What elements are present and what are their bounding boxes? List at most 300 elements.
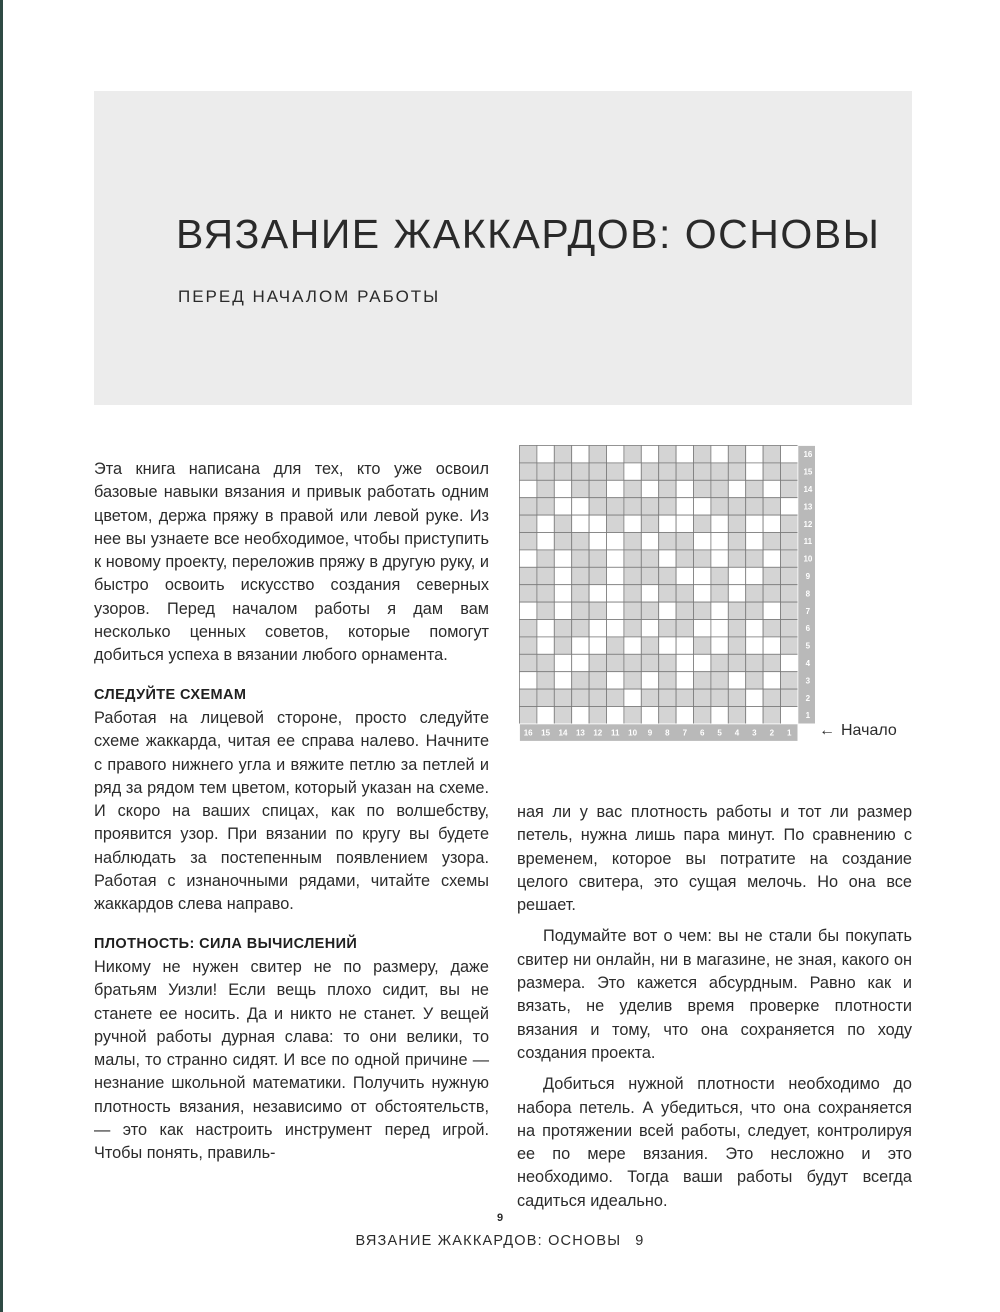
chart-cell	[520, 446, 537, 463]
chart-cell	[537, 550, 554, 567]
chart-cell	[624, 689, 641, 706]
chart-cell	[554, 637, 571, 654]
chart-cell	[589, 672, 606, 689]
chart-cell	[676, 480, 693, 497]
chart-cell	[554, 620, 571, 637]
chart-cell	[624, 620, 641, 637]
chart-cell	[554, 689, 571, 706]
chart-cell	[537, 689, 554, 706]
chart-cell	[659, 689, 676, 706]
chart-cell	[711, 672, 728, 689]
chart-cell	[694, 550, 711, 567]
chart-cell	[641, 637, 658, 654]
chart-col-label: 6	[699, 728, 705, 738]
chart-row-label: 15	[803, 467, 813, 477]
chart-cell	[728, 515, 745, 532]
chart-row-label: 13	[803, 502, 813, 512]
chart-cell	[659, 480, 676, 497]
chart-cell	[728, 637, 745, 654]
chart-cell	[728, 446, 745, 463]
right-paragraph-2: Подумайте вот о чем: вы не стали бы покупать свитер ни онлайн, ни в магазине, не зная, какого он размера. Это кажется абсурдным. Равно как и вязать, не уделив время проверке плотности вязания и тому, что она сохраняется по ходу создания проекта.	[517, 927, 912, 1062]
chart-row-label: 7	[805, 606, 811, 616]
chart-cell	[624, 602, 641, 619]
chart-cell	[659, 463, 676, 480]
chart-cell	[659, 637, 676, 654]
chart-cell	[520, 602, 537, 619]
chart-cell	[781, 620, 798, 637]
chart-cell	[676, 463, 693, 480]
chart-row-label: 1	[805, 711, 811, 721]
chart-cell	[659, 515, 676, 532]
chart-cell	[537, 707, 554, 724]
chart-cell	[554, 480, 571, 497]
chart-cell	[763, 585, 780, 602]
chart-cell	[711, 567, 728, 584]
chart-cell	[728, 533, 745, 550]
chart-cell	[589, 689, 606, 706]
chart-cell	[537, 602, 554, 619]
chart-row-label: 10	[803, 554, 813, 564]
chart-cell	[676, 620, 693, 637]
chart-cell	[607, 620, 624, 637]
chart-cell	[589, 602, 606, 619]
chart-cell	[520, 672, 537, 689]
chart-cell	[728, 707, 745, 724]
chart-cell	[520, 707, 537, 724]
chart-cell	[589, 567, 606, 584]
chart-cell	[711, 533, 728, 550]
right-paragraph-3: Добиться нужной плотности необходимо до набора петель. А убедиться, что она сохраняется на протяжении всей работы, следует, контролируя ее по мере вязания. Это несложно и это необходимо. Тогда ваши работы будут всегда садиться идеально.	[517, 1075, 912, 1210]
chart-cell	[607, 533, 624, 550]
section-heading-schemes: СЛЕДУЙТЕ СХЕМАМ	[94, 686, 247, 703]
chart-cell	[781, 515, 798, 532]
chart-cell	[624, 707, 641, 724]
chart-cell	[520, 533, 537, 550]
chart-cell	[624, 550, 641, 567]
chart-cell	[554, 585, 571, 602]
chart-cell	[763, 637, 780, 654]
chart-cell	[624, 463, 641, 480]
chart-cell	[711, 515, 728, 532]
chart-cell	[676, 689, 693, 706]
page-edge-stripe	[0, 0, 3, 1312]
chart-row-label: 16	[803, 450, 813, 460]
chart-cell	[781, 480, 798, 497]
chart-cell	[746, 654, 763, 671]
chart-cell	[659, 707, 676, 724]
chart-cell	[676, 515, 693, 532]
chart-cell	[781, 550, 798, 567]
chart-cell	[554, 533, 571, 550]
chart-cell	[728, 672, 745, 689]
chart-col-label: 5	[717, 728, 722, 738]
chart-cell	[659, 602, 676, 619]
chart-cell	[694, 620, 711, 637]
chart-cell	[781, 463, 798, 480]
chart-cell	[694, 498, 711, 515]
chart-cell	[520, 550, 537, 567]
chart-cell	[607, 446, 624, 463]
chart-cell	[711, 620, 728, 637]
chart-cell	[781, 533, 798, 550]
chart-cell	[589, 654, 606, 671]
chart-cell	[711, 689, 728, 706]
chart-cell	[624, 446, 641, 463]
chart-cell	[589, 446, 606, 463]
chart-cell	[659, 446, 676, 463]
chart-cell	[781, 707, 798, 724]
chart-cell	[641, 533, 658, 550]
chart-cell	[694, 654, 711, 671]
chart-cell	[746, 707, 763, 724]
chart-cell	[728, 585, 745, 602]
chart-cell	[746, 515, 763, 532]
chart-cell	[781, 602, 798, 619]
chart-cell	[589, 585, 606, 602]
chart-cell	[728, 602, 745, 619]
chart-col-label: 9	[647, 728, 653, 738]
chart-cell	[589, 480, 606, 497]
chart-cell	[589, 498, 606, 515]
chart-cell	[711, 463, 728, 480]
chart-cell	[572, 533, 589, 550]
chart-cell	[763, 463, 780, 480]
chart-cell	[694, 515, 711, 532]
chart-start-label	[819, 722, 897, 740]
chart-cell	[572, 689, 589, 706]
chart-cell	[659, 620, 676, 637]
chart-cell	[554, 707, 571, 724]
chart-cell	[520, 498, 537, 515]
chart-cell	[520, 689, 537, 706]
chart-cell	[728, 620, 745, 637]
chart-row-label: 11	[803, 537, 813, 547]
chart-cell	[607, 602, 624, 619]
jacquard-chart	[519, 445, 815, 748]
chart-cell	[641, 480, 658, 497]
chart-cell	[694, 637, 711, 654]
chart-cell	[711, 602, 728, 619]
chart-cell	[624, 480, 641, 497]
chart-col-label: 10	[628, 728, 638, 738]
chart-cell	[589, 463, 606, 480]
chart-cell	[537, 533, 554, 550]
chart-cell	[746, 498, 763, 515]
chart-col-label: 4	[734, 728, 740, 738]
chart-cell	[728, 480, 745, 497]
chart-cell	[607, 637, 624, 654]
chart-cell	[711, 585, 728, 602]
chart-cell	[641, 672, 658, 689]
chart-cell	[537, 620, 554, 637]
chart-cell	[641, 654, 658, 671]
chart-cell	[694, 533, 711, 550]
chart-cell	[694, 672, 711, 689]
chart-cell	[711, 637, 728, 654]
chart-cell	[641, 585, 658, 602]
running-title: ВЯЗАНИЕ ЖАККАРДОВ: ОСНОВЫ	[355, 1233, 622, 1249]
chart-cell	[676, 637, 693, 654]
chart-cell	[520, 463, 537, 480]
chart-cell	[746, 585, 763, 602]
jacquard-chart-svg	[519, 445, 815, 743]
chart-cell	[624, 654, 641, 671]
chart-cell	[781, 654, 798, 671]
chart-col-label: 7	[682, 728, 688, 738]
chart-row-label: 4	[805, 659, 811, 668]
running-footer	[0, 1233, 1000, 1249]
chart-row-label: 9	[805, 572, 811, 581]
chart-cell	[607, 463, 624, 480]
chart-cell	[659, 498, 676, 515]
chart-cell	[728, 463, 745, 480]
chart-cell	[694, 480, 711, 497]
chart-cell	[624, 515, 641, 532]
chart-cell	[694, 602, 711, 619]
chart-col-label: 16	[523, 728, 533, 738]
chart-cell	[520, 585, 537, 602]
chart-cell	[711, 498, 728, 515]
chart-cell	[659, 567, 676, 584]
chart-cell	[746, 463, 763, 480]
chart-cell	[763, 480, 780, 497]
chart-cell	[763, 689, 780, 706]
chart-col-label: 2	[769, 728, 775, 738]
chart-cell	[746, 567, 763, 584]
chart-cell	[554, 602, 571, 619]
chart-cell	[537, 585, 554, 602]
chart-cell	[520, 654, 537, 671]
chart-start-text: Начало	[841, 722, 897, 739]
chart-cell	[746, 637, 763, 654]
chart-cell	[694, 463, 711, 480]
chart-cell	[746, 689, 763, 706]
chart-cell	[624, 637, 641, 654]
chart-cell	[781, 672, 798, 689]
chart-cell	[676, 446, 693, 463]
chart-cell	[659, 654, 676, 671]
chart-cell	[676, 567, 693, 584]
chart-cell	[746, 550, 763, 567]
chart-cell	[763, 567, 780, 584]
chart-cell	[781, 637, 798, 654]
chart-cell	[624, 585, 641, 602]
chart-cell	[781, 689, 798, 706]
chart-cell	[659, 533, 676, 550]
chart-cell	[763, 602, 780, 619]
chart-cell	[572, 654, 589, 671]
chart-cell	[781, 498, 798, 515]
chart-cell	[728, 550, 745, 567]
chapter-subtitle: ПЕРЕД НАЧАЛОМ РАБОТЫ	[178, 287, 441, 306]
chart-cell	[641, 689, 658, 706]
chapter-header	[94, 91, 912, 405]
chart-cell	[641, 707, 658, 724]
chart-cell	[572, 446, 589, 463]
chart-cell	[694, 689, 711, 706]
page-folio: 9	[496, 1212, 504, 1224]
chart-cell	[572, 463, 589, 480]
chart-cell	[641, 515, 658, 532]
chart-row-label: 14	[803, 485, 813, 494]
chart-cell	[607, 654, 624, 671]
chart-cell	[537, 637, 554, 654]
chart-cell	[763, 498, 780, 515]
chart-cell	[572, 707, 589, 724]
chart-row-label: 5	[805, 641, 811, 651]
section-text-schemes: Работая на лицевой стороне, просто следуйте схеме жаккарда, читая ее справа налево. Начните с правого нижнего угла и вяжите петлю за петлей и ряд за рядом тем цветом, который указан на схеме. И скоро на ваших спицах, как по волшебству, проявится узор. При вязании по кругу вы будете наблюдать за постепенным появлением узора. Работая с изнаночными рядами, читайте схемы жаккардов слева направо.	[94, 708, 489, 914]
chart-cell	[711, 550, 728, 567]
chart-cell	[659, 585, 676, 602]
chart-cell	[572, 620, 589, 637]
chart-cell	[607, 567, 624, 584]
chart-cell	[763, 446, 780, 463]
chart-cell	[676, 654, 693, 671]
chart-cell	[554, 446, 571, 463]
chart-cell	[641, 620, 658, 637]
chart-col-label: 8	[665, 728, 670, 738]
chart-cell	[694, 707, 711, 724]
chart-col-label: 3	[752, 728, 757, 738]
chart-cell	[537, 498, 554, 515]
chart-cell	[763, 620, 780, 637]
chart-cell	[520, 515, 537, 532]
chart-cell	[607, 689, 624, 706]
section-text-gauge: Никому не нужен свитер не по размеру, даже братьям Уизли! Если вещь плохо сидит, вы не станете ее носить. Да и никто не станет. У вещей ручной работы дурная слава: то они велики, то малы, то странно сидят. И все по одной причине — незнание школьной математики. Получить нужную плотность вязания, независимо от обстоятельств, — это как настроить инструмент перед игрой. Чтобы понять, правиль-	[94, 957, 489, 1163]
chart-row-label: 8	[805, 589, 811, 599]
chart-cell	[746, 620, 763, 637]
chart-cell	[728, 498, 745, 515]
chart-cell	[676, 585, 693, 602]
chart-cell	[537, 672, 554, 689]
chart-cell	[607, 585, 624, 602]
chart-cell	[537, 567, 554, 584]
chart-cell	[607, 515, 624, 532]
chart-cell	[676, 672, 693, 689]
chart-cell	[554, 654, 571, 671]
chart-cell	[641, 602, 658, 619]
chart-cell	[676, 602, 693, 619]
page-number: 9	[635, 1233, 645, 1249]
chart-cell	[694, 585, 711, 602]
chart-cell	[781, 567, 798, 584]
chart-cell	[728, 654, 745, 671]
chart-cell	[572, 480, 589, 497]
chart-cell	[607, 550, 624, 567]
chart-cell	[711, 480, 728, 497]
chart-cell	[607, 707, 624, 724]
chart-cell	[728, 567, 745, 584]
chart-cell	[728, 689, 745, 706]
chart-cell	[763, 672, 780, 689]
chart-cell	[537, 480, 554, 497]
chart-cell	[589, 637, 606, 654]
chart-cell	[641, 498, 658, 515]
chart-cell	[763, 707, 780, 724]
chart-cell	[763, 515, 780, 532]
right-paragraph-1: ная ли у вас плотность работы и тот ли размер петель, нужна лишь пара минут. По сравнению с временем, которое вы потратите на создание целого свитера, это сущая мелочь. Но она все решает.	[517, 803, 912, 915]
arrow-left-icon: ←	[819, 722, 835, 739]
chart-cell	[781, 446, 798, 463]
chart-cell	[589, 533, 606, 550]
chapter-title: ВЯЗАНИЕ ЖАККАРДОВ: ОСНОВЫ	[176, 211, 881, 257]
chart-cell	[520, 480, 537, 497]
chart-cell	[746, 446, 763, 463]
chart-cell	[589, 707, 606, 724]
chart-cell	[624, 672, 641, 689]
chart-cell	[589, 620, 606, 637]
chart-cell	[676, 498, 693, 515]
chart-cell	[607, 498, 624, 515]
chart-cell	[763, 550, 780, 567]
chart-cell	[537, 515, 554, 532]
chart-cell	[554, 672, 571, 689]
chart-cell	[520, 637, 537, 654]
chart-cell	[676, 533, 693, 550]
section-heading-gauge: ПЛОТНОСТЬ: СИЛА ВЫЧИСЛЕНИЙ	[94, 935, 358, 952]
chart-col-label: 11	[610, 728, 620, 738]
chart-cell	[659, 672, 676, 689]
chart-cell	[537, 446, 554, 463]
left-column	[94, 458, 489, 1166]
chart-col-label: 13	[575, 728, 585, 738]
chart-cell	[607, 480, 624, 497]
chart-cell	[641, 550, 658, 567]
chart-cell	[694, 567, 711, 584]
chart-cell	[746, 480, 763, 497]
chart-cell	[624, 533, 641, 550]
chart-cell	[572, 550, 589, 567]
chart-cell	[641, 446, 658, 463]
chart-cell	[763, 654, 780, 671]
chart-cell	[746, 672, 763, 689]
chart-cell	[572, 567, 589, 584]
chart-cell	[589, 515, 606, 532]
chart-cell	[607, 672, 624, 689]
chart-row-label: 12	[803, 519, 813, 529]
intro-paragraph: Эта книга написана для тех, кто уже освоил базовые навыки вязания и привык работать одним цветом, держа пряжу в правой или левой руке. Из нее вы узнаете все необходимое, чтобы приступить к новому проекту, переложив пряжу в другую руку, и быстро освоить искусство создания северных узоров. Перед началом работы я дам вам несколько ценных советов, которые помогут добиться успеха в вязании любого орнамента.	[94, 460, 489, 665]
chart-cell	[694, 446, 711, 463]
chart-cell	[520, 620, 537, 637]
chart-cell	[676, 707, 693, 724]
chart-cell	[659, 550, 676, 567]
chart-cell	[763, 533, 780, 550]
chart-col-label: 14	[558, 728, 568, 738]
chart-cell	[554, 550, 571, 567]
chart-cell	[641, 463, 658, 480]
chart-cell	[572, 602, 589, 619]
chart-col-label: 15	[541, 728, 551, 738]
chart-cell	[781, 585, 798, 602]
chart-cell	[554, 567, 571, 584]
chart-cell	[537, 654, 554, 671]
chart-cell	[537, 463, 554, 480]
chart-row-label: 6	[805, 624, 811, 634]
chart-cell	[572, 515, 589, 532]
chart-row-label: 3	[805, 676, 811, 686]
chart-col-label: 1	[786, 728, 792, 738]
chart-cell	[624, 567, 641, 584]
chart-cell	[554, 515, 571, 532]
chart-cell	[572, 672, 589, 689]
chart-cell	[711, 446, 728, 463]
chart-row-label: 2	[805, 693, 811, 703]
chart-cell	[711, 654, 728, 671]
chart-cell	[520, 567, 537, 584]
chart-col-label: 12	[593, 728, 603, 738]
chart-cell	[572, 585, 589, 602]
chart-cell	[589, 550, 606, 567]
